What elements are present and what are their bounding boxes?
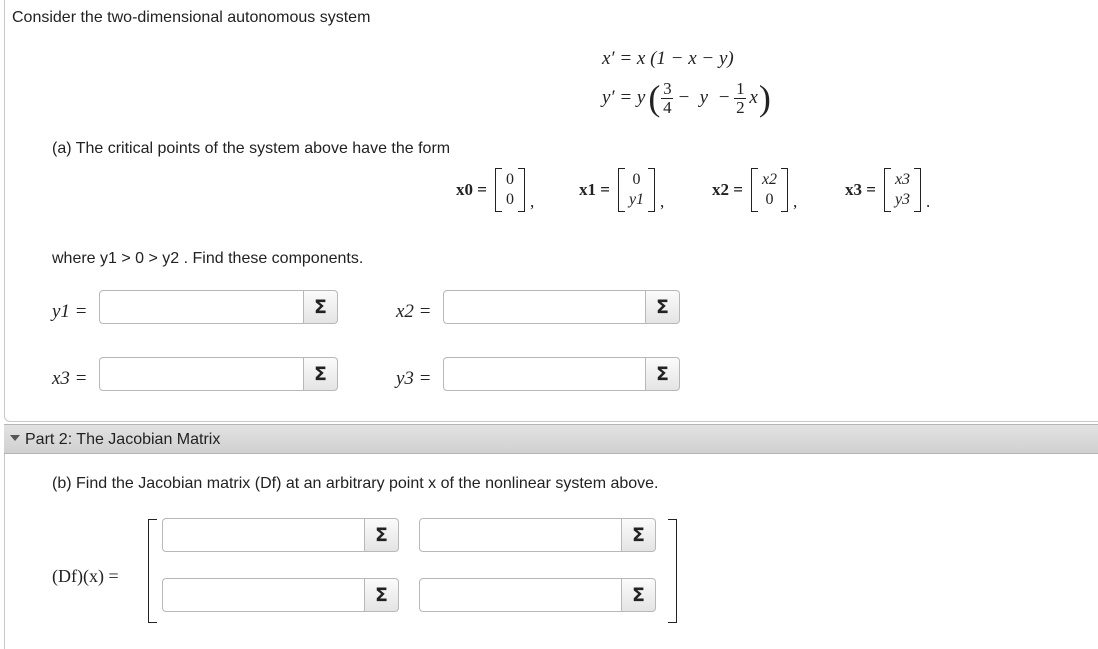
y1-sigma-button[interactable] xyxy=(304,290,338,324)
intro-text: Consider the two-dimensional autonomous system xyxy=(12,9,371,26)
equation-x-prime: x′ = x (1 − x − y) xyxy=(602,48,734,69)
y3-label: y3 = xyxy=(396,368,432,389)
part-2-title: Part 2: The Jacobian Matrix xyxy=(25,431,221,448)
bracket-right xyxy=(518,168,525,212)
frac2-denominator: 2 xyxy=(736,97,745,117)
vector-x1-bottom: y1 xyxy=(628,191,645,208)
sigma-icon: Σ xyxy=(656,363,669,385)
x2-label: x2 = xyxy=(396,301,432,322)
vector-x0-label: x0 = xyxy=(456,180,487,199)
jacobian-label: (Df)(x) = xyxy=(52,566,119,586)
y3-input[interactable] xyxy=(443,357,646,391)
sigma-icon: Σ xyxy=(314,363,327,385)
sigma-icon: Σ xyxy=(656,296,669,318)
fraction-one-half xyxy=(734,80,746,117)
bracket-left xyxy=(495,168,502,212)
vector-x0-bottom: 0 xyxy=(505,191,514,208)
equation-y-prime xyxy=(602,74,771,122)
sigma-icon: Σ xyxy=(375,524,388,546)
bracket-left xyxy=(884,168,891,212)
left-paren: ( xyxy=(648,78,661,118)
vector-x0 xyxy=(456,168,534,212)
jacobian-cell-11-sigma-button[interactable] xyxy=(365,518,399,552)
vector-x3-label: x3 = xyxy=(845,180,876,199)
fraction-three-quarters xyxy=(661,80,673,117)
jacobian-cell-22-sigma-button[interactable] xyxy=(622,578,656,612)
part-b-prompt: (b) Find the Jacobian matrix (Df) at an arbitrary point x of the nonlinear system above. xyxy=(52,475,659,492)
x3-sigma-button[interactable] xyxy=(304,357,338,391)
bracket-left xyxy=(751,168,758,212)
right-paren: ) xyxy=(758,78,771,118)
sigma-icon: Σ xyxy=(314,296,327,318)
collapse-triangle-icon[interactable] xyxy=(10,435,20,441)
matrix-left-bracket xyxy=(148,519,157,623)
sigma-icon: Σ xyxy=(632,584,645,606)
vector-x1-top: 0 xyxy=(632,171,641,188)
x-term: x xyxy=(749,87,758,108)
y3-sigma-button[interactable] xyxy=(646,357,680,391)
y-prime-lhs: y′ = y xyxy=(602,87,646,108)
y1-label: y1 = xyxy=(52,301,88,322)
vector-x3-separator: . xyxy=(926,192,931,211)
part-2-header[interactable] xyxy=(4,424,1098,454)
vector-x1-separator: , xyxy=(660,192,665,211)
vector-x0-top: 0 xyxy=(505,171,514,188)
vector-x0-separator: , xyxy=(529,192,535,211)
part-a-prompt: (a) The critical points of the system above have the form xyxy=(52,140,451,157)
vector-x3-top: x3 xyxy=(894,171,911,188)
bracket-right xyxy=(914,168,921,212)
frac1-denominator: 4 xyxy=(663,97,672,117)
vector-x1-label: x1 = xyxy=(579,180,610,199)
jacobian-cell-12[interactable] xyxy=(419,518,622,552)
jacobian-cell-21-sigma-button[interactable] xyxy=(365,578,399,612)
frac2-numerator: 1 xyxy=(736,78,745,98)
jacobian-cell-12-sigma-button[interactable] xyxy=(622,518,656,552)
vector-x3 xyxy=(845,168,930,212)
sigma-icon: Σ xyxy=(632,524,645,546)
jacobian-cell-22[interactable] xyxy=(419,578,622,612)
x3-label: x3 = xyxy=(52,368,88,389)
vector-x2 xyxy=(712,168,797,212)
vector-x2-top: x2 xyxy=(761,171,778,188)
bracket-right xyxy=(648,168,655,212)
bracket-left xyxy=(618,168,625,212)
sigma-icon: Σ xyxy=(375,584,388,606)
where-text: where y1 > 0 > y2 . Find these components. xyxy=(52,250,364,267)
jacobian-cell-21[interactable] xyxy=(162,578,365,612)
frac1-numerator: 3 xyxy=(663,78,672,98)
matrix-right-bracket xyxy=(668,519,677,623)
vector-x2-separator: , xyxy=(793,192,798,211)
vector-x2-bottom: 0 xyxy=(765,191,774,208)
vector-x2-label: x2 = xyxy=(712,180,743,199)
minus-y-term: − y − xyxy=(677,87,731,108)
bracket-right xyxy=(781,168,788,212)
vector-x3-bottom: y3 xyxy=(894,191,911,208)
x2-sigma-button[interactable] xyxy=(646,290,680,324)
y1-input[interactable] xyxy=(99,290,304,324)
x3-input[interactable] xyxy=(99,357,304,391)
jacobian-cell-11[interactable] xyxy=(162,518,365,552)
vector-x1 xyxy=(579,168,664,212)
x2-input[interactable] xyxy=(443,290,646,324)
